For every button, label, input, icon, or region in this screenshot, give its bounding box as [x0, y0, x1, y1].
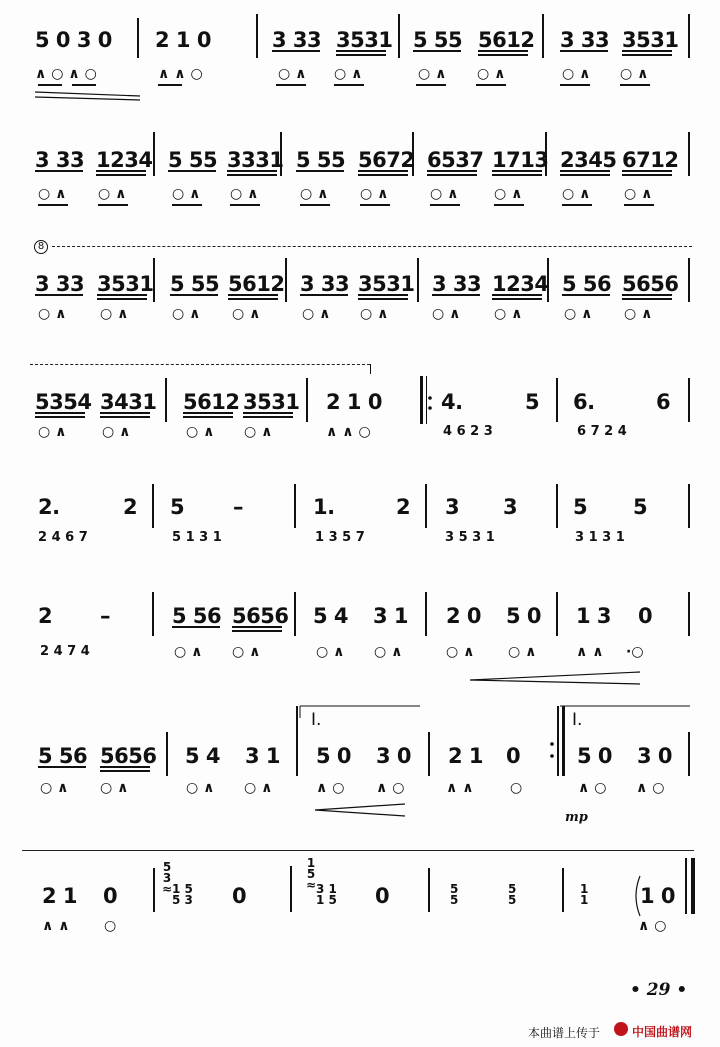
articulation-group: ○ ∧	[430, 186, 459, 202]
note-group: 2.	[38, 495, 60, 519]
articulation-group: ○ ∧	[477, 66, 506, 82]
note-group: 5	[633, 495, 648, 519]
note-group: 5656	[232, 604, 289, 628]
note-group: 3531	[622, 28, 679, 52]
note-group: 5 55	[296, 148, 346, 172]
note-group: 3	[445, 495, 460, 519]
articulation-group: ○ ∧	[244, 780, 273, 796]
note-group: 3 33	[560, 28, 610, 52]
note-group: 5 56	[38, 744, 88, 768]
note-group: 0	[232, 884, 247, 908]
note-group: 5	[573, 495, 588, 519]
articulation-group: ∧ ○ ∧ ○	[35, 66, 97, 82]
note-group: 1234	[492, 272, 549, 296]
articulation-group: ○ ∧	[38, 306, 67, 322]
note-group: 2 1 0	[155, 28, 211, 52]
note-group: 5 56	[562, 272, 612, 296]
page-number: • 29 •	[630, 980, 688, 1000]
articulation-group: ○ ∧	[620, 66, 649, 82]
articulation-group: ○ ∧	[624, 306, 653, 322]
volta-1-label: I.	[311, 710, 322, 730]
note-group: 5 55	[170, 272, 220, 296]
articulation-group: ○ ∧	[494, 186, 523, 202]
note-group: 5 0	[506, 604, 542, 628]
chord-stack: 5 3 ≈	[162, 860, 173, 896]
articulation-group: ○ ∧	[38, 186, 67, 202]
chord-stack: 1 5 ≈	[306, 856, 317, 892]
articulation-group: ○ ∧	[360, 186, 389, 202]
articulation-group: ○ ∧	[230, 186, 259, 202]
note-group: 3331	[227, 148, 284, 172]
articulation-group: ○ ∧	[316, 644, 345, 660]
articulation-group: ○ ∧	[38, 424, 67, 440]
logo-icon	[614, 1022, 628, 1036]
articulation-group: ○ ∧	[302, 306, 331, 322]
accompaniment-group: 2 4 7 4	[40, 644, 90, 659]
articulation-group: ○ ∧	[244, 424, 273, 440]
note-group: 2 1	[448, 744, 484, 768]
note-group: 2 0	[446, 604, 482, 628]
note-group: 5354	[35, 390, 92, 414]
articulation-group: ·○	[626, 644, 644, 660]
articulation-group: ○ ∧	[418, 66, 447, 82]
articulation-group: ∧ ∧	[576, 644, 604, 660]
note-group: 3 1	[373, 604, 409, 628]
note-group: 5 0 3 0	[35, 28, 112, 52]
accompaniment-group: 2 4 6 7	[38, 530, 88, 545]
note-group: 0	[375, 884, 390, 908]
note-group: 5612	[228, 272, 285, 296]
note-group: 1 0	[640, 884, 676, 908]
note-group: 2 1	[42, 884, 78, 908]
note-group: –	[100, 604, 110, 628]
articulation-group: ○ ∧	[232, 644, 261, 660]
articulation-group: ○ ∧	[172, 306, 201, 322]
articulation-group: ○ ∧	[564, 306, 593, 322]
accompaniment-group: 3 5 3 1	[445, 530, 495, 545]
note-group: 3 33	[432, 272, 482, 296]
articulation-group: ○ ∧	[174, 644, 203, 660]
note-group: 6537	[427, 148, 484, 172]
note-group: 1.	[313, 495, 335, 519]
note-group: 3 1	[245, 744, 281, 768]
note-group: 3531	[97, 272, 154, 296]
articulation-group: ○ ∧	[432, 306, 461, 322]
volta-2-label: I.	[572, 710, 583, 730]
note-group: 1 3	[576, 604, 612, 628]
note-group: 5 56	[172, 604, 222, 628]
articulation-group: ○ ∧	[334, 66, 363, 82]
chord-stack: 5 5	[508, 882, 517, 907]
articulation-group: ○ ∧	[508, 644, 537, 660]
mark-number: 8	[37, 241, 45, 252]
articulation-group: ○ ∧	[232, 306, 261, 322]
note-group: 5612	[183, 390, 240, 414]
accompaniment-group: 1 3 5 7	[315, 530, 365, 545]
note-group: 5 0	[316, 744, 352, 768]
note-group: 5612	[478, 28, 535, 52]
note-group: 5 4	[313, 604, 349, 628]
articulation-group: ○ ∧	[446, 644, 475, 660]
articulation-group: ∧ ∧	[446, 780, 474, 796]
articulation-group: ○ ∧	[624, 186, 653, 202]
articulation-group: ○ ∧	[562, 186, 591, 202]
note-group: 2	[38, 604, 53, 628]
articulation-group: ○ ∧	[278, 66, 307, 82]
note-group: 5 4	[185, 744, 221, 768]
note-group: 3 33	[35, 272, 85, 296]
articulation-group: ∧ ○	[376, 780, 405, 796]
note-group: 3531	[243, 390, 300, 414]
articulation-group: ∧ ∧ ○	[326, 424, 371, 440]
articulation-group: ○ ∧	[494, 306, 523, 322]
articulation-group: ∧ ○	[578, 780, 607, 796]
articulation-group: ○ ∧	[562, 66, 591, 82]
articulation-group: ∧ ○	[638, 918, 667, 934]
articulation-group: ○ ∧	[172, 186, 201, 202]
articulation-group: ○ ∧	[374, 644, 403, 660]
accompaniment-group: 5 1 3 1	[172, 530, 222, 545]
chord-stack: 3 1 1 5	[316, 882, 337, 907]
accompaniment-group: 6 7 2 4	[577, 424, 627, 439]
footer-text: 本曲谱上传于	[528, 1026, 601, 1040]
note-group: 0	[638, 604, 653, 628]
note-group: 2345	[560, 148, 617, 172]
note-group: 3531	[336, 28, 393, 52]
articulation-group: ○	[104, 918, 117, 934]
note-group: 6	[656, 390, 671, 414]
articulation-group: ○ ∧	[300, 186, 329, 202]
note-group: 3	[503, 495, 518, 519]
note-group: 5	[525, 390, 540, 414]
note-group: 4.	[441, 390, 463, 414]
articulation-group: ○ ∧	[186, 424, 215, 440]
note-group: 2	[396, 495, 411, 519]
note-group: 3 33	[35, 148, 85, 172]
note-group: 3 0	[637, 744, 673, 768]
note-group: 5 0	[577, 744, 613, 768]
note-group: 0	[506, 744, 521, 768]
dynamic-mp: mp	[565, 810, 588, 825]
note-group: 5	[170, 495, 185, 519]
note-group: 6.	[573, 390, 595, 414]
accompaniment-group: 3 1 3 1	[575, 530, 625, 545]
note-group: 5 55	[413, 28, 463, 52]
articulation-group: ∧ ○	[636, 780, 665, 796]
note-group: 1234	[96, 148, 153, 172]
note-group: 1713	[492, 148, 549, 172]
note-group: –	[233, 495, 243, 519]
articulation-group: ∧ ∧ ○	[158, 66, 203, 82]
note-group: 5656	[622, 272, 679, 296]
rehearsal-mark	[34, 240, 48, 254]
note-group: 6712	[622, 148, 679, 172]
chord-stack: 1 5 5 3	[172, 882, 193, 907]
articulation-group: ○ ∧	[102, 424, 131, 440]
articulation-group: ○ ∧	[100, 306, 129, 322]
articulation-group: ○ ∧	[100, 780, 129, 796]
note-group: 5656	[100, 744, 157, 768]
note-group: 3 0	[376, 744, 412, 768]
articulation-group: ○	[510, 780, 523, 796]
note-group: 0	[103, 884, 118, 908]
note-group: 3531	[358, 272, 415, 296]
note-group: 3 33	[300, 272, 350, 296]
chord-stack: 1 1	[580, 882, 589, 907]
note-group: 5 55	[168, 148, 218, 172]
accompaniment-group: 4 6 2 3	[443, 424, 493, 439]
note-group: 3431	[100, 390, 157, 414]
note-group: 5672	[358, 148, 415, 172]
articulation-group: ○ ∧	[98, 186, 127, 202]
articulation-group: ∧ ∧	[42, 918, 70, 934]
articulation-group: ○ ∧	[360, 306, 389, 322]
note-group: 2 1 0	[326, 390, 382, 414]
note-group: 3 33	[272, 28, 322, 52]
articulation-group: ○ ∧	[40, 780, 69, 796]
articulation-group: ○ ∧	[186, 780, 215, 796]
note-group: 2	[123, 495, 138, 519]
articulation-group: ∧ ○	[316, 780, 345, 796]
chord-stack: 5 5	[450, 882, 459, 907]
footer-brand: 中国曲谱网	[632, 1025, 693, 1039]
